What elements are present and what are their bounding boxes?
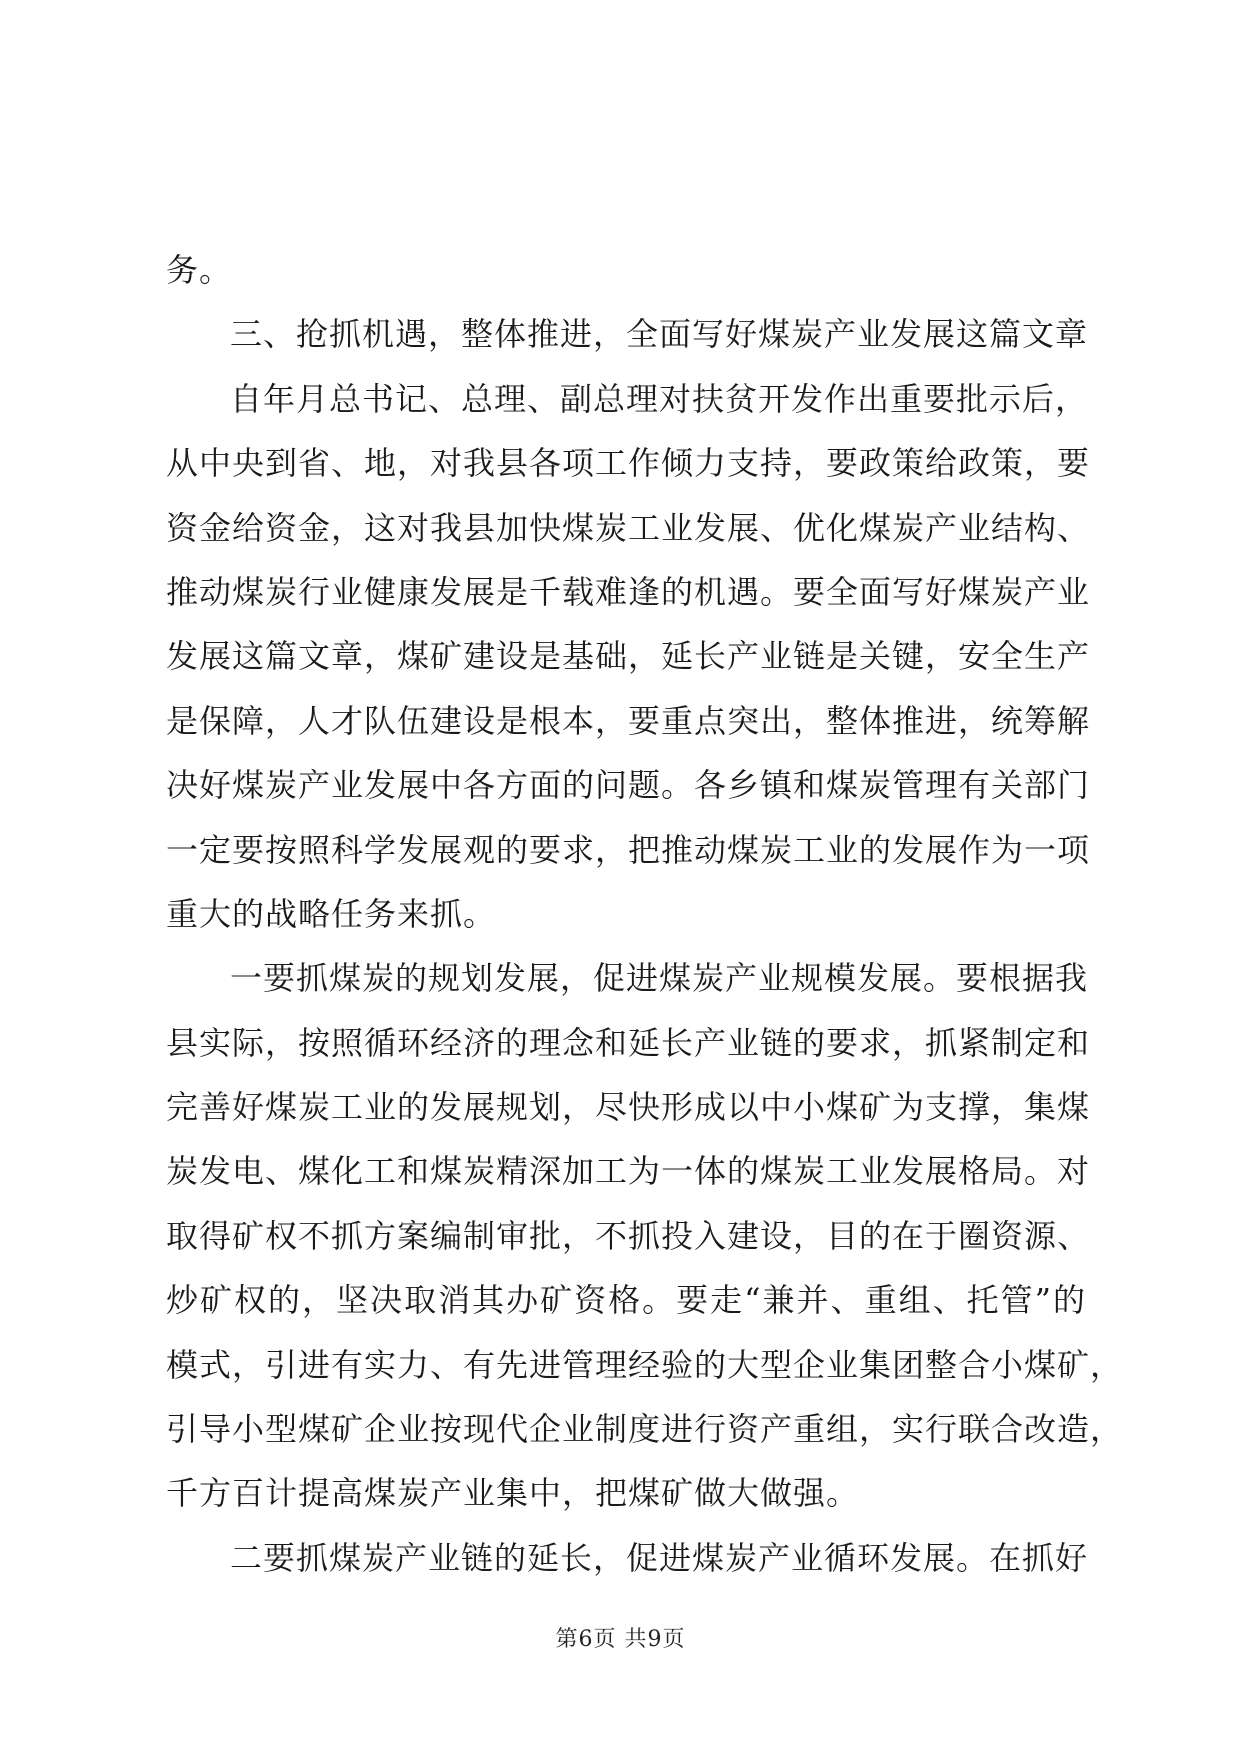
text-line: 模式，引进有实力、有先进管理经验的大型企业集团整合小煤矿， bbox=[166, 1345, 1124, 1384]
text-line: 发展这篇文章，煤矿建设是基础，延长产业链是关键，安全生产 bbox=[166, 637, 1091, 676]
text-line: 千方百计提高煤炭产业集中，把煤矿做大做强。 bbox=[166, 1474, 860, 1513]
text-line: 决好煤炭产业发展中各方面的问题。各乡镇和煤炭管理有关部门 bbox=[166, 766, 1091, 805]
text-line: 二要抓煤炭产业链的延长，促进煤炭产业循环发展。在抓好 bbox=[230, 1538, 1089, 1577]
text-line: 一要抓煤炭的规划发展，促进煤炭产业规模发展。要根据我 bbox=[230, 959, 1089, 998]
text-line: 炒矿权的，坚决取消其办矿资格。要走“兼并、重组、托管”的 bbox=[166, 1281, 1086, 1320]
text-line: 重大的战略任务来抓。 bbox=[166, 894, 497, 933]
text-line: 引导小型煤矿企业按现代企业制度进行资产重组，实行联合改造， bbox=[166, 1410, 1124, 1449]
text-line: 自年月总书记、总理、副总理对扶贫开发作出重要批示后， bbox=[230, 379, 1089, 418]
page-footer: 第6页 共9页 bbox=[555, 1627, 686, 1652]
document-body bbox=[166, 238, 1124, 1590]
text-line: 完善好煤炭工业的发展规划，尽快形成以中小煤矿为支撑，集煤 bbox=[166, 1088, 1091, 1127]
text-line: 是保障，人才队伍建设是根本，要重点突出，整体推进，统筹解 bbox=[166, 701, 1091, 740]
text-line: 一定要按照科学发展观的要求，把推动煤炭工业的发展作为一项 bbox=[166, 830, 1091, 869]
text-line: 三、抢抓机遇，整体推进，全面写好煤炭产业发展这篇文章 bbox=[230, 315, 1089, 354]
text-line: 从中央到省、地，对我县各项工作倾力支持，要政策给政策，要 bbox=[166, 444, 1091, 483]
text-line: 取得矿权不抓方案编制审批，不抓投入建设，目的在于圈资源、 bbox=[166, 1216, 1091, 1255]
text-line: 资金给资金，这对我县加快煤炭工业发展、优化煤炭产业结构、 bbox=[166, 508, 1091, 547]
text-line: 务。 bbox=[166, 251, 233, 289]
text-line: 推动煤炭行业健康发展是千载难逢的机遇。要全面写好煤炭产业 bbox=[166, 572, 1091, 611]
text-line: 县实际，按照循环经济的理念和延长产业链的要求，抓紧制定和 bbox=[166, 1023, 1091, 1062]
text-line: 炭发电、煤化工和煤炭精深加工为一体的煤炭工业发展格局。对 bbox=[166, 1152, 1091, 1191]
